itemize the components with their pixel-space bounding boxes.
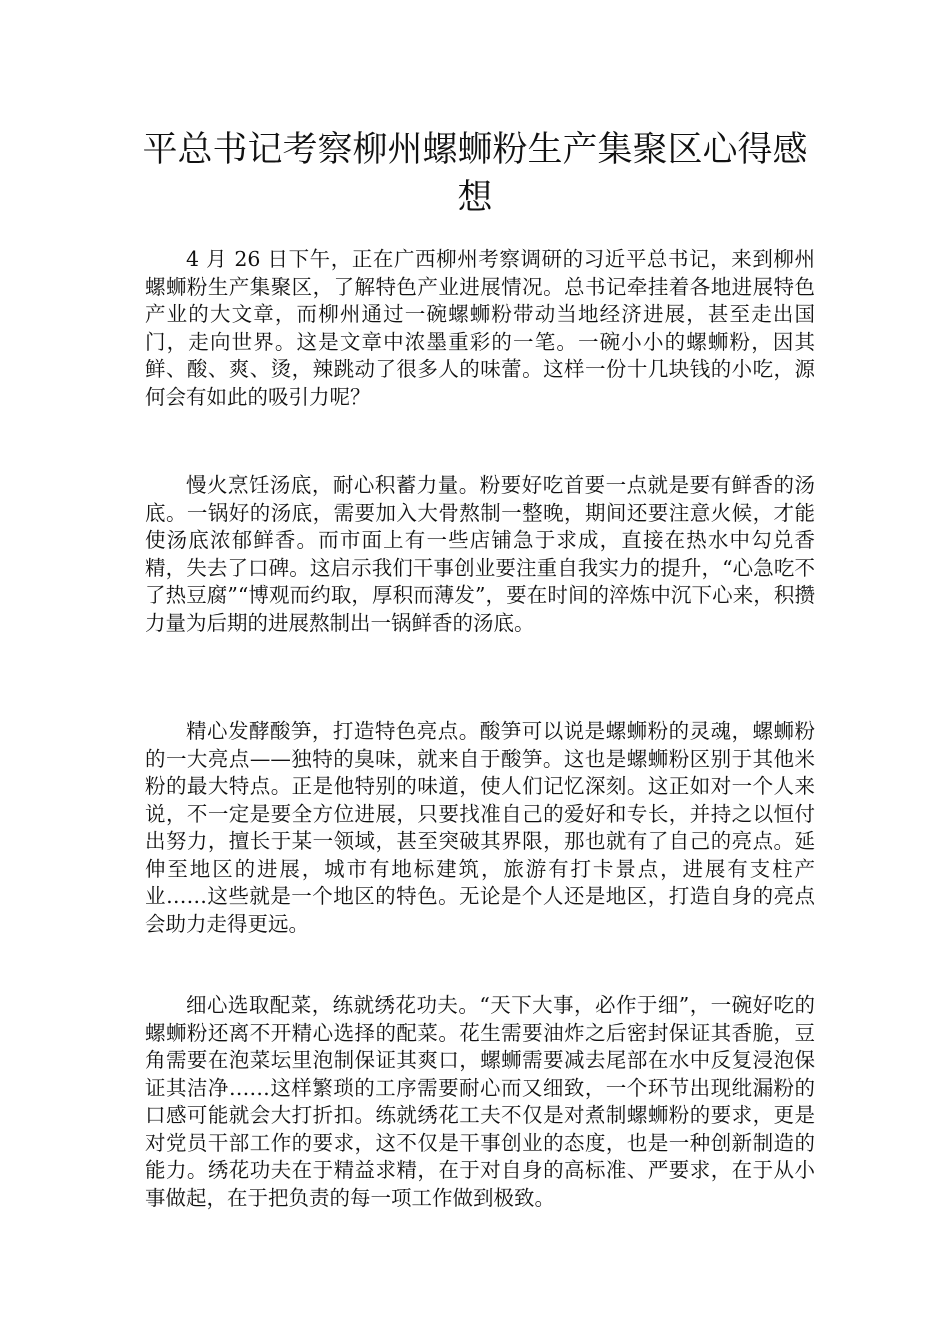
paragraph-side-dishes: 细心选取配菜，练就绣花功夫。“天下大事，必作于细”，一碗好吃的螺蛳粉还离不开精心选择的配菜。花生需要油炸之后密封保证其香脆，豆角需要在泡菜坛里泡制保证其爽口，螺蛳需要减去尾部在水中反复浸泡保证其洁净……这样繁琐的工序需要耐心而又细致，一个环节出现纰漏粉的口感可能就会大打折扣。练就绣花工夫不仅是对煮制螺蛳粉的要求，更是对党员干部工作的要求，这不仅是干事创业的态度，也是一种创新制造的能力。绣花功夫在于精益求精，在于对自身的高标准、严要求，在于从小事做起，在于把负责的每一项工作做到极致。 [145, 993, 815, 1210]
document-title: 平总书记考察柳州螺蛳粉生产集聚区心得感想 [142, 130, 808, 218]
paragraph-sour-bamboo: 精心发酵酸笋，打造特色亮点。酸笋可以说是螺蛳粉的灵魂，螺蛳粉的一大亮点——独特的臭味，就来自于酸笋。这也是螺蛳粉区别于其他米粉的最大特点。正是他特别的味道，使人们记忆深刻。这正如对一个人来说，不一定是要全方位进展，只要找准自己的爱好和专长，并持之以恒付出努力，擅长于某一领域，甚至突破其界限，那也就有了自己的亮点。延伸至地区的进展，城市有地标建筑，旅游有打卡景点，进展有支柱产业……这些就是一个地区的特色。无论是个人还是地区，打造自身的亮点会助力走得更远。 [145, 719, 815, 936]
paragraph-soup-base: 慢火烹饪汤底，耐心积蓄力量。粉要好吃首要一点就是要有鲜香的汤底。一锅好的汤底，需要加入大骨熬制一整晚，期间还要注意火候，才能使汤底浓郁鲜香。而市面上有一些店铺急于求成，直接在热水中勾兑香精，失去了口碑。这启示我们干事创业要注重自我实力的提升，“心急吃不了热豆腐”“博观而约取，厚积而薄发”，要在时间的淬炼中沉下心来，积攒力量为后期的进展熬制出一锅鲜香的汤底。 [145, 473, 815, 635]
paragraph-intro: 4 月 26 日下午，正在广西柳州考察调研的习近平总书记，来到柳州螺蛳粉生产集聚区，了解特色产业进展情况。总书记牵挂着各地进展特色产业的大文章，而柳州通过一碗螺蛳粉带动当地经济进展，甚至走出国门，走向世界。这是文章中浓墨重彩的一笔。一碗小小的螺蛳粉，因其鲜、酸、爽、烫，辣跳动了很多人的味蕾。这样一份十几块钱的小吃，源何会有如此的吸引力呢？ [145, 247, 815, 409]
